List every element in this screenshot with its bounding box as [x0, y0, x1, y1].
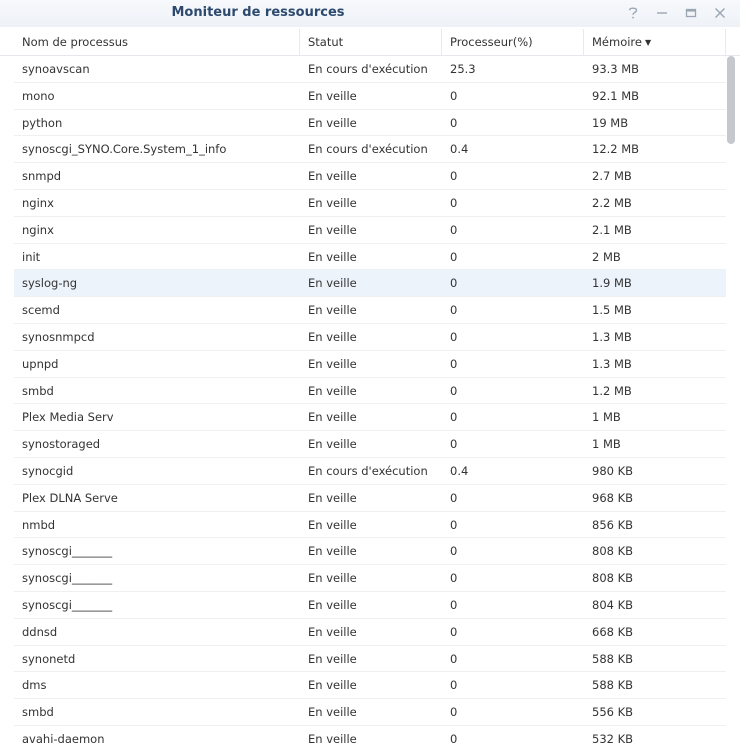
- process-name-cell: dms: [22, 678, 47, 693]
- process-cpu-cell: 0: [450, 705, 458, 720]
- process-name-cell: nginx: [22, 195, 54, 210]
- table-row[interactable]: [14, 646, 726, 673]
- table-row[interactable]: [14, 565, 726, 592]
- process-cpu-cell: 0: [450, 249, 458, 264]
- process-status-cell: En cours d'exécution: [308, 142, 428, 157]
- table-row[interactable]: [14, 458, 726, 485]
- table-row[interactable]: [14, 378, 726, 405]
- process-cpu-cell: 0: [450, 517, 458, 532]
- process-name-cell: synoscgi_______: [22, 597, 113, 612]
- process-status-cell: En veille: [308, 329, 357, 344]
- process-cpu-cell: 0: [450, 624, 458, 639]
- process-name-cell: Plex DLNA Serve: [22, 490, 118, 505]
- process-memory-cell: 12.2 MB: [592, 142, 640, 157]
- process-cpu-cell: 0: [450, 195, 458, 210]
- table-row[interactable]: [14, 270, 726, 297]
- process-status-cell: En veille: [308, 115, 357, 130]
- process-name-cell: synonetd: [22, 651, 76, 666]
- table-row[interactable]: [14, 592, 726, 619]
- table-row[interactable]: [14, 699, 726, 726]
- window-titlebar: [0, 0, 740, 27]
- close-icon[interactable]: [709, 3, 730, 23]
- process-status-cell: En veille: [308, 195, 357, 210]
- process-memory-cell: 19 MB: [592, 115, 629, 130]
- table-row[interactable]: [14, 110, 726, 137]
- table-header: [0, 29, 740, 56]
- process-memory-cell: 980 KB: [592, 463, 634, 478]
- process-memory-cell: 2.2 MB: [592, 195, 632, 210]
- process-status-cell: En veille: [308, 597, 357, 612]
- process-status-cell: En veille: [308, 249, 357, 264]
- process-cpu-cell: 0: [450, 329, 458, 344]
- process-cpu-cell: 0: [450, 410, 458, 425]
- process-cpu-cell: 0: [450, 115, 458, 130]
- process-name-cell: synoavscan: [22, 62, 90, 76]
- process-memory-cell: 808 KB: [592, 544, 634, 559]
- sort-descending-icon: ▼: [644, 38, 652, 47]
- process-memory-cell: 92.1 MB: [592, 88, 640, 103]
- help-icon[interactable]: [622, 3, 643, 23]
- process-cpu-cell: 0: [450, 276, 458, 291]
- process-memory-cell: 2.1 MB: [592, 222, 632, 237]
- process-name-cell: synoscgi_______: [22, 544, 113, 559]
- process-name-cell: synocgid: [22, 463, 74, 478]
- process-name-cell: scemd: [22, 303, 60, 318]
- process-status-cell: En veille: [308, 624, 357, 639]
- process-cpu-cell: 0: [450, 597, 458, 612]
- process-status-cell: En veille: [308, 276, 357, 291]
- process-status-cell: En veille: [308, 437, 357, 452]
- table-row[interactable]: [14, 619, 726, 646]
- process-memory-cell: 556 KB: [592, 705, 634, 720]
- process-name-cell: upnpd: [22, 356, 59, 371]
- process-status-cell: En veille: [308, 571, 357, 586]
- column-header-label: Nom de processus: [22, 35, 128, 49]
- process-memory-cell: 1.3 MB: [592, 356, 632, 371]
- process-memory-cell: 1.2 MB: [592, 383, 632, 398]
- process-status-cell: En veille: [308, 383, 357, 398]
- process-name-cell: synosnmpcd: [22, 329, 95, 344]
- process-status-cell: En veille: [308, 544, 357, 559]
- process-cpu-cell: 0: [450, 303, 458, 318]
- process-status-cell: En veille: [308, 731, 357, 746]
- table-row[interactable]: [14, 324, 726, 351]
- window-title: Moniteur de ressources: [171, 5, 345, 20]
- process-memory-cell: 1.9 MB: [592, 276, 632, 291]
- process-cpu-cell: 0: [450, 88, 458, 103]
- process-cpu-cell: 0: [450, 356, 458, 371]
- process-name-cell: python: [22, 115, 63, 130]
- process-status-cell: En veille: [308, 517, 357, 532]
- process-name-cell: synostoraged: [22, 437, 101, 452]
- column-header-label: Processeur(%): [450, 35, 533, 49]
- table-row[interactable]: [14, 672, 726, 699]
- process-cpu-cell: 0: [450, 169, 458, 184]
- process-name-cell: synoscgi_SYNO.Core.System_1_info: [22, 142, 227, 157]
- table-row[interactable]: [14, 136, 726, 163]
- process-status-cell: En veille: [308, 303, 357, 318]
- process-cpu-cell: 0: [450, 222, 458, 237]
- process-memory-cell: 532 KB: [592, 731, 634, 746]
- process-status-cell: En veille: [308, 169, 357, 184]
- process-memory-cell: 856 KB: [592, 517, 634, 532]
- column-header-status[interactable]: [300, 29, 442, 56]
- process-cpu-cell: 0: [450, 383, 458, 398]
- table-row[interactable]: [14, 56, 726, 83]
- process-memory-cell: 588 KB: [592, 651, 634, 666]
- process-cpu-cell: 0.4: [450, 142, 469, 157]
- process-cpu-cell: 0: [450, 437, 458, 452]
- table-row[interactable]: [14, 538, 726, 565]
- column-header-cpu[interactable]: [442, 29, 584, 56]
- process-memory-cell: 968 KB: [592, 490, 634, 505]
- column-header-memory[interactable]: [584, 29, 726, 56]
- process-status-cell: En veille: [308, 490, 357, 505]
- table-row[interactable]: [14, 217, 726, 244]
- process-cpu-cell: 0: [450, 731, 458, 746]
- table-row[interactable]: [14, 404, 726, 431]
- process-status-cell: En veille: [308, 705, 357, 720]
- process-status-cell: En veille: [308, 410, 357, 425]
- process-cpu-cell: 0: [450, 651, 458, 666]
- process-name-cell: ddnsd: [22, 624, 58, 639]
- process-memory-cell: 2 MB: [592, 249, 621, 264]
- process-cpu-cell: 0.4: [450, 463, 469, 478]
- process-name-cell: synoscgi_______: [22, 571, 113, 586]
- process-name-cell: mono: [22, 88, 55, 103]
- minimize-icon[interactable]: [651, 3, 672, 23]
- maximize-icon[interactable]: [680, 3, 701, 23]
- process-table-body: [14, 56, 726, 750]
- process-cpu-cell: 0: [450, 544, 458, 559]
- table-row[interactable]: [14, 726, 726, 750]
- process-status-cell: En veille: [308, 356, 357, 371]
- process-memory-cell: 1 MB: [592, 410, 621, 425]
- process-name-cell: nginx: [22, 222, 54, 237]
- window-controls: [622, 3, 730, 23]
- table-row[interactable]: [14, 431, 726, 458]
- process-cpu-cell: 0: [450, 678, 458, 693]
- process-name-cell: snmpd: [22, 169, 62, 184]
- process-cpu-cell: 0: [450, 571, 458, 586]
- process-status-cell: En veille: [308, 651, 357, 666]
- process-name-cell: init: [22, 249, 41, 264]
- process-memory-cell: 588 KB: [592, 678, 634, 693]
- process-name-cell: avahi-daemon: [22, 731, 105, 746]
- process-cpu-cell: 25.3: [450, 62, 476, 76]
- process-status-cell: En veille: [308, 222, 357, 237]
- table-row[interactable]: [14, 512, 726, 539]
- table-row[interactable]: [14, 351, 726, 378]
- process-name-cell: smbd: [22, 383, 54, 398]
- process-cpu-cell: 0: [450, 490, 458, 505]
- column-header-label: Mémoire: [592, 35, 642, 49]
- scrollbar-thumb[interactable]: [727, 56, 735, 144]
- process-memory-cell: 1 MB: [592, 437, 621, 452]
- table-row[interactable]: [14, 244, 726, 271]
- process-name-cell: nmbd: [22, 517, 56, 532]
- process-memory-cell: 668 KB: [592, 624, 634, 639]
- process-memory-cell: 808 KB: [592, 571, 634, 586]
- process-status-cell: En veille: [308, 678, 357, 693]
- process-name-cell: Plex Media Serv: [22, 410, 114, 425]
- process-memory-cell: 1.5 MB: [592, 303, 632, 318]
- process-status-cell: En veille: [308, 88, 357, 103]
- table-row[interactable]: [14, 297, 726, 324]
- table-row[interactable]: [14, 190, 726, 217]
- process-status-cell: En cours d'exécution: [308, 463, 428, 478]
- vertical-scrollbar[interactable]: [727, 56, 735, 750]
- process-memory-cell: 2.7 MB: [592, 169, 632, 184]
- table-row[interactable]: [14, 485, 726, 512]
- process-name-cell: syslog-ng: [22, 276, 78, 291]
- process-memory-cell: 804 KB: [592, 597, 634, 612]
- process-memory-cell: 93.3 MB: [592, 62, 640, 76]
- process-status-cell: En cours d'exécution: [308, 62, 428, 76]
- table-row[interactable]: [14, 83, 726, 110]
- column-header-name[interactable]: [14, 29, 300, 56]
- table-row[interactable]: [14, 163, 726, 190]
- process-name-cell: smbd: [22, 705, 54, 720]
- column-header-label: Statut: [308, 35, 344, 49]
- process-memory-cell: 1.3 MB: [592, 329, 632, 344]
